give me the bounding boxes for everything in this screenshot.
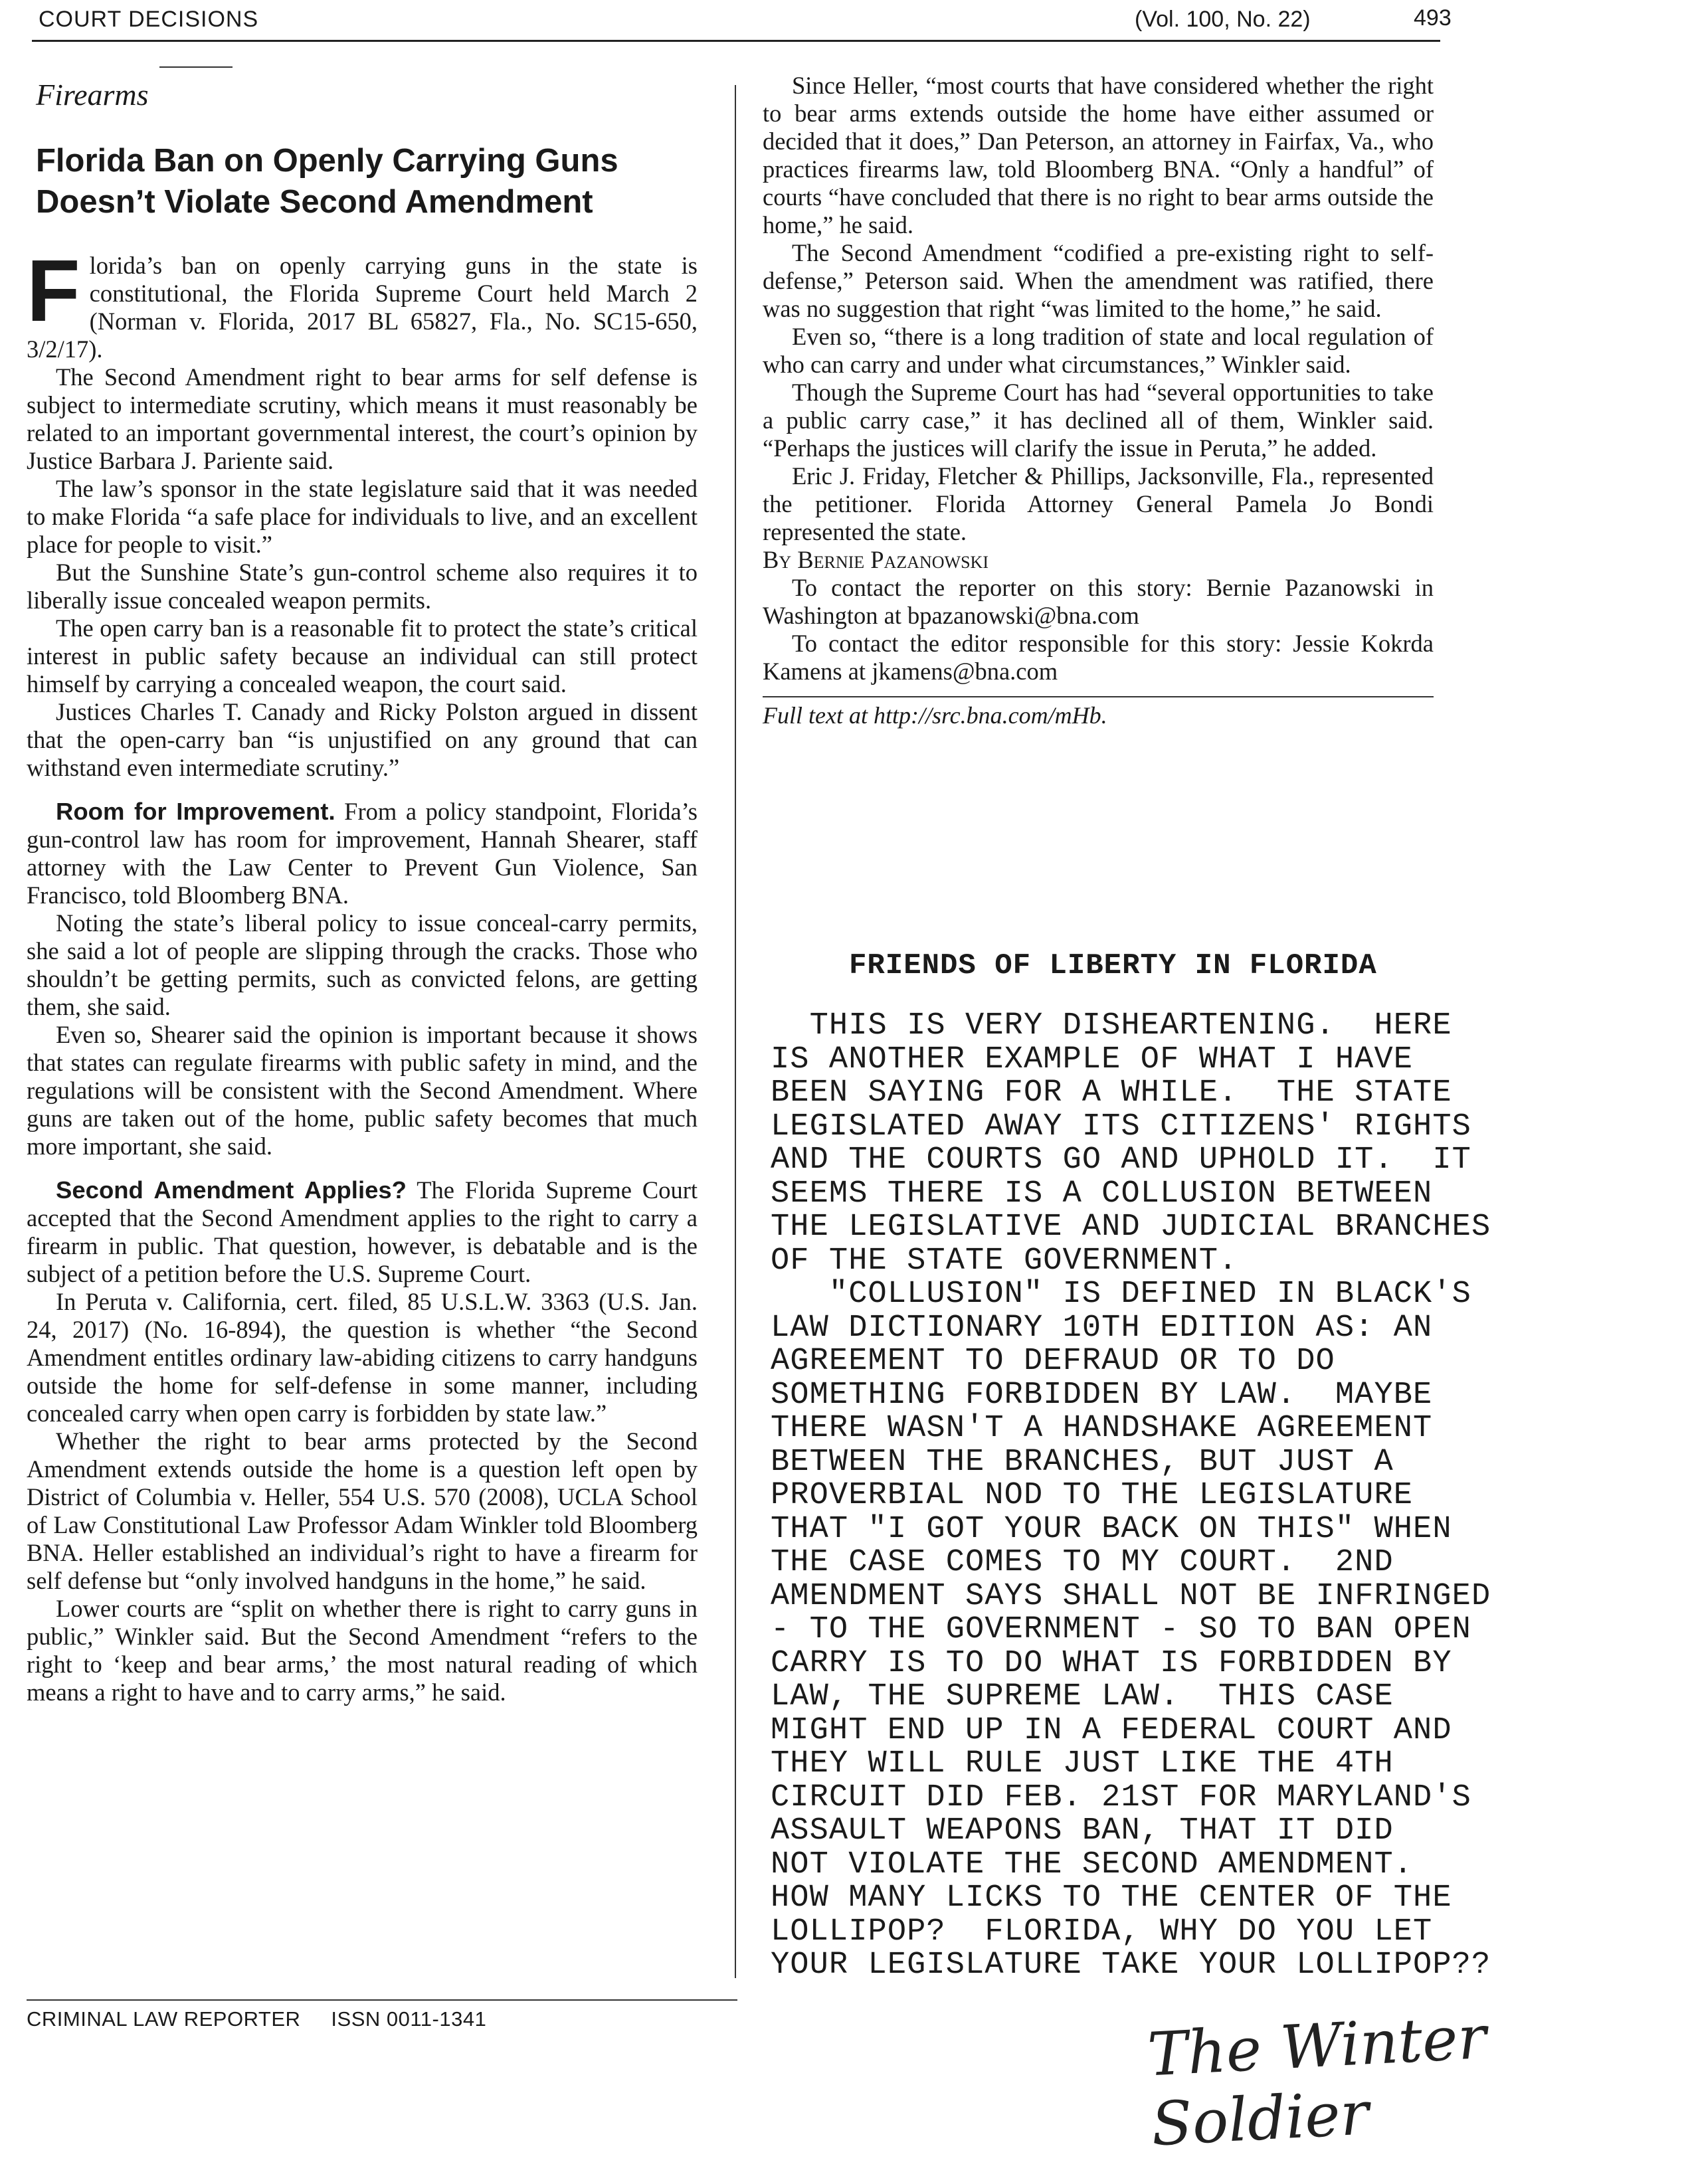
paragraph: Justices Charles T. Canady and Ricky Polston argued in dissent that the open-carry ban “is unjustified on any ground that can withstand even intermediate scrutiny.” (27, 698, 698, 781)
typed-commentary (771, 949, 1535, 1983)
subhead-room-for-improvement: Room for Improvement. (56, 798, 335, 825)
handwritten-signature: The Winter Soldier (1146, 2002, 1488, 2160)
byline: By Bernie Pazanowski (763, 546, 988, 573)
commentary-body: THIS IS VERY DISHEARTENING. HERE IS ANOTHER EXAMPLE OF WHAT I HAVE BEEN SAYING FOR A WHILE. THE STATE LEGISLATED AWAY ITS CITIZENS' RIGHTS AND THE COURTS GO AND UPHOLD IT. IT SEEMS THERE IS A COLLUSION BETWEEN THE LEGISLATIVE AND JUDICIAL BRANCHES OF THE STATE GOVERNMENT. "COLLUSION" IS DEFINED IN BLACK'S LAW DICTIONARY 10TH EDITION AS: AN AGREEMENT TO DEFRAUD OR TO DO SOMETHING FORBIDDEN BY LAW. MAYBE THERE WASN'T A HANDSHAKE AGREEMENT BETWEEN THE BRANCHES, BUT JUST A PROVERBIAL NOD TO THE LEGISLATURE THAT "I GOT YOUR BACK ON THIS" WHEN THE CASE COMES TO MY COURT. 2ND AMENDMENT SAYS SHALL NOT BE INFRINGED - TO THE GOVERNMENT - SO TO BAN OPEN CARRY IS TO DO WHAT IS FORBIDDEN BY LAW, THE SUPREME LAW. THIS CASE MIGHT END UP IN A FEDERAL COURT AND THEY WILL RULE JUST LIKE THE 4TH CIRCUIT DID FEB. 21ST FOR MARYLAND'S ASSAULT WEAPONS BAN, THAT IT DID NOT VIOLATE THE SECOND AMENDMENT. HOW MANY LICKS TO THE CENTER OF THE LOLLIPOP? FLORIDA, WHY DO YOU LET YOUR LEGISLATURE TAKE YOUR LOLLIPOP?? (771, 1008, 1491, 1983)
running-header (32, 5, 1452, 42)
paragraph: But the Sunshine State’s gun-control scheme also requires it to liberally issue concealed weapon permits. (27, 559, 698, 614)
article-body-left (27, 242, 698, 1706)
article-end-rule (763, 696, 1434, 697)
paragraph: Even so, “there is a long tradition of state and local regulation of who can carry and under what circumstances,” Winkler said. (763, 323, 1434, 378)
paragraph: In Peruta v. California, cert. filed, 85 U.S.L.W. 3363 (U.S. Jan. 24, 2017) (No. 16-894), the question is whether “the Second Amendment entitles ordinary law-abiding citizens to carry handguns outside the home for self-defense in some manner, including concealed carry when open carry is forbidden by state law.” (27, 1288, 698, 1427)
drop-cap: F (27, 242, 80, 339)
issn: ISSN 0011-1341 (331, 2007, 487, 2031)
paragraph: Florida’s ban on openly carrying guns in the state is constitutional, the Florida Supreme Court held March 2 (Norman v. Florida, 2017 BL 65827, Fla., No. SC15-650, 3/2/17). (27, 242, 698, 363)
subhead-second-amendment-applies: Second Amendment Applies? (56, 1176, 407, 1204)
paragraph: Even so, Shearer said the opinion is important because it shows that states can regulate firearms with public safety in mind, and the regulations will be consistent with the Second Amendment. Where guns are taken out of the home, public safety becomes that much more important, she said. (27, 1021, 698, 1160)
paragraph: The Second Amendment right to bear arms for self defense is subject to intermediate scrutiny, which means it must reasonably be related to an important governmental interest, the court’s opinion by Justice Barbara J. Pariente said. (27, 363, 698, 474)
paragraph: The Second Amendment “codified a pre-existing right to self-defense,” Peterson said. When the amendment was ratified, there was no suggestion that right “was limited to the home,” he said. (763, 239, 1434, 322)
article-headline (36, 140, 698, 223)
publication-name: CRIMINAL LAW REPORTER (27, 2007, 301, 2031)
paragraph: The law’s sponsor in the state legislature said that it was needed to make Florida “a safe place for individuals to live, and an excellent place for people to visit.” (27, 475, 698, 558)
article-right-column (763, 72, 1434, 729)
paragraph: Noting the state’s liberal policy to issue conceal-carry permits, she said a lot of people are slipping through the cracks. Those who shouldn’t be getting permits, such as convicted felons, are getting them, she said. (27, 909, 698, 1020)
paragraph: Since Heller, “most courts that have considered whether the right to bear arms extends outside the home have either assumed or decided that it does,” Dan Peterson, an attorney in Fairfax, Va., who practices firearms law, told Bloomberg BNA. “Only a handful” of courts “have concluded that there is no right to bear arms outside the home,” he said. (763, 72, 1434, 238)
page-number: 493 (1414, 5, 1452, 31)
contact-reporter: To contact the reporter on this story: Bernie Pazanowski in Washington at bpazanowski@bna.com (763, 574, 1434, 629)
paragraph: The open carry ban is a reasonable fit to protect the state’s critical interest in public safety because an individual can still protect himself by carrying a concealed weapon, the court said. (27, 614, 698, 697)
paragraph: Second Amendment Applies? The Florida Supreme Court accepted that the Second Amendment applies to the right to carry a firearm in public. That question, however, is debatable and is the subject of a petition before the U.S. Supreme Court. (27, 1176, 698, 1287)
column-divider (735, 85, 736, 1978)
contact-editor: To contact the editor responsible for this story: Jessie Kokrda Kamens at jkamens@bna.com (763, 630, 1434, 685)
commentary-title: FRIENDS OF LIBERTY IN FLORIDA (849, 949, 1377, 982)
paragraph: Room for Improvement. From a policy standpoint, Florida’s gun-control law has room for improvement, Hannah Shearer, staff attorney with the Law Center to Prevent Gun Violence, San Francisco, told Bloomberg BNA. (27, 798, 698, 909)
headline-line-1: Florida Ban on Openly Carrying Guns (36, 143, 618, 179)
full-text-link[interactable]: Full text at http://src.bna.com/mHb. (763, 702, 1107, 729)
paragraph: Lower courts are “split on whether there is right to carry guns in public,” Winkler said. But the Second Amendment “refers to the right to ‘keep and bear arms,’ the most natural reading of which means a right to have and to carry arms,” he said. (27, 1595, 698, 1706)
paragraph: Though the Supreme Court has had “several opportunities to take a public carry case,” it has declined all of them, Winkler said. “Perhaps the justices will clarify the issue in Peruta,” he added. (763, 379, 1434, 462)
footer-rule (27, 1999, 737, 2001)
article-left-column (27, 66, 698, 1706)
topic-label: Firearms (36, 78, 149, 112)
page-footer (27, 2007, 486, 2031)
paragraph: Whether the right to bear arms protected by the Second Amendment extends outside the home is a question left open by District of Columbia v. Heller, 554 U.S. 570 (2008), UCLA School of Law Constitutional Law Professor Adam Winkler told Bloomberg BNA. Heller established an individual’s right to have a firearm for self defense but “only involved handguns in the home,” he said. (27, 1427, 698, 1594)
topic-rule (159, 66, 233, 68)
section-name: COURT DECISIONS (39, 7, 259, 32)
volume-number: (Vol. 100, No. 22) (1135, 7, 1311, 32)
headline-line-2: Doesn’t Violate Second Amendment (36, 184, 593, 220)
article-body-right (763, 72, 1434, 685)
paragraph: Eric J. Friday, Fletcher & Phillips, Jacksonville, Fla., represented the petitioner. Florida Attorney General Pamela Jo Bondi represented the state. (763, 462, 1434, 545)
